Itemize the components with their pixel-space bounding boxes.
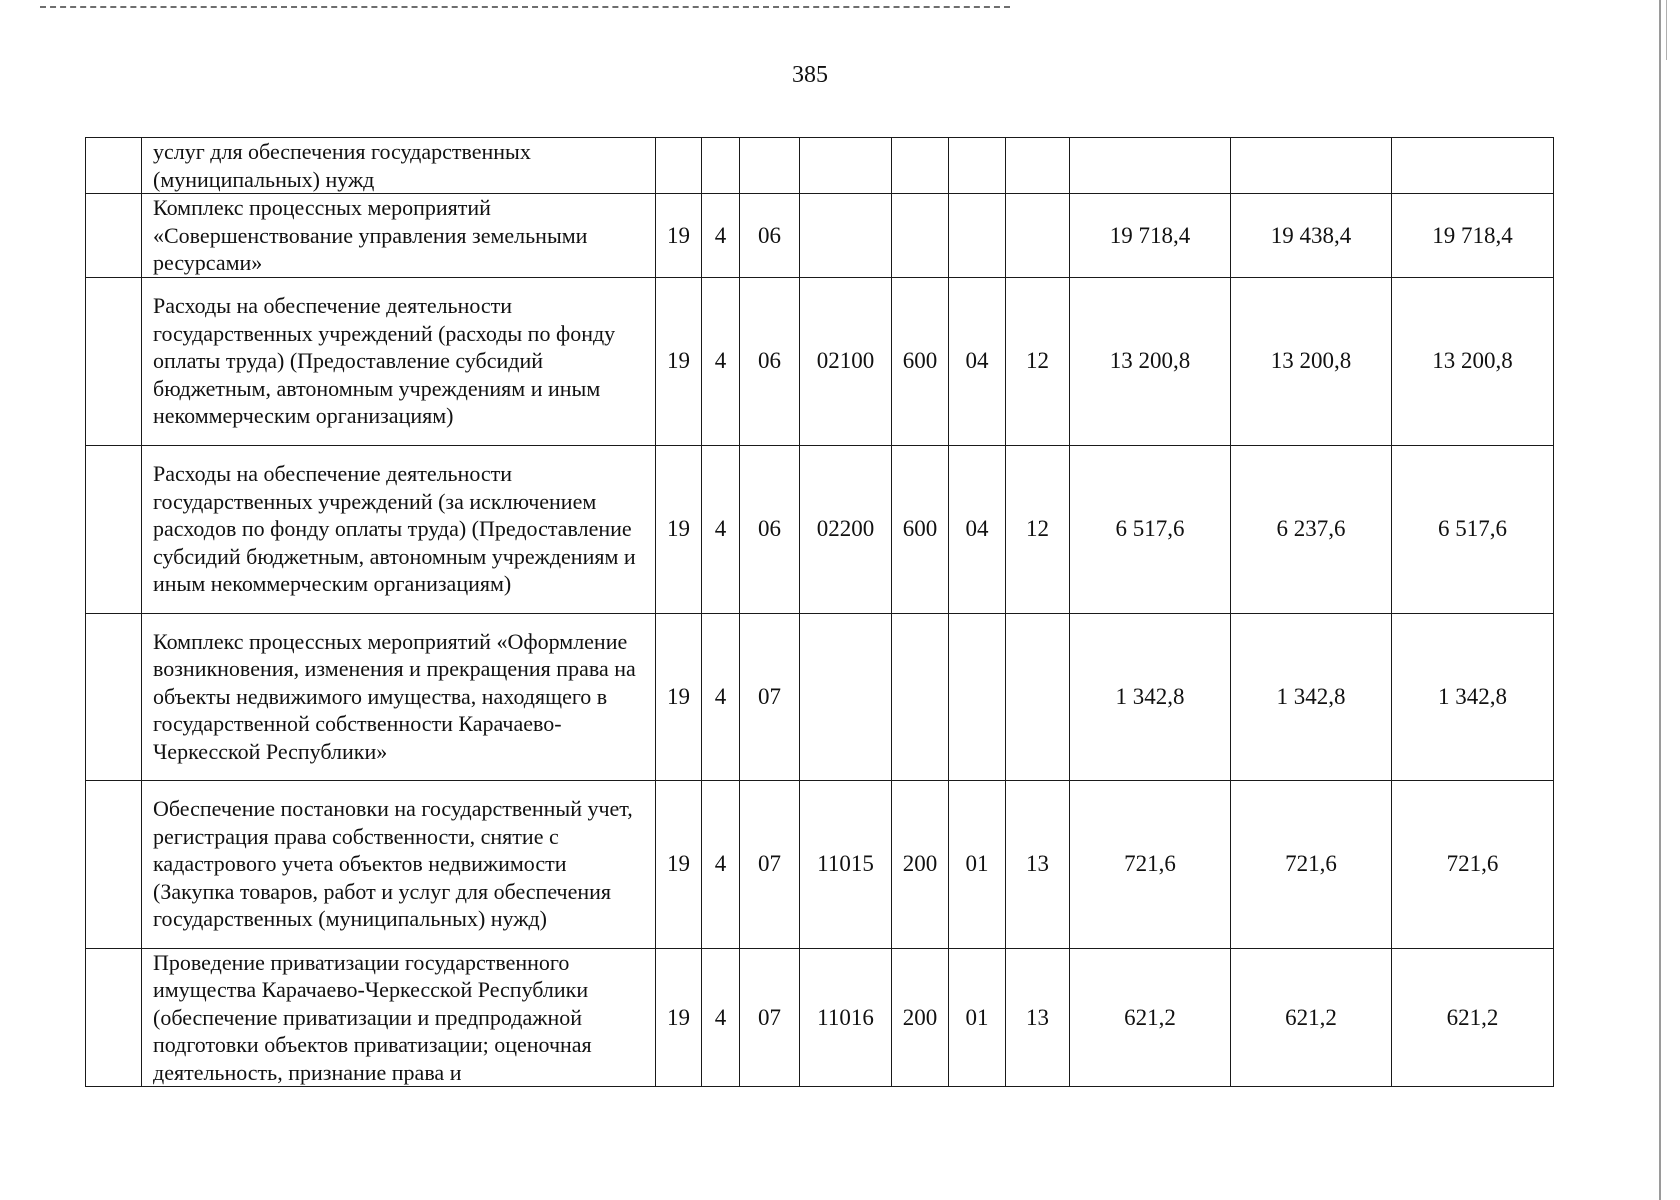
expense-type-cell: 200 (892, 780, 949, 948)
expense-type-cell (892, 138, 949, 194)
subprogram-code-cell: 06 (740, 194, 800, 278)
row-number-cell (86, 277, 142, 445)
table-row (86, 613, 1554, 780)
program-code-cell: 4 (702, 780, 740, 948)
section-cell (949, 138, 1006, 194)
right-scan-rule (1659, 0, 1661, 1200)
description-cell: Проведение приватизации государственного имущества Карачаево-Черкесской Республики (обеспечение приватизации и предпродажной подготовки объектов приватизации; оценочная деятельность, признание права и (142, 948, 656, 1087)
section-cell: 01 (949, 780, 1006, 948)
subsection-cell: 12 (1006, 445, 1070, 613)
expense-type-cell: 600 (892, 277, 949, 445)
program-code-cell: 4 (702, 613, 740, 780)
row-number-cell (86, 948, 142, 1087)
subprogram-code-cell: 06 (740, 277, 800, 445)
amount-year-2-cell: 6 237,6 (1231, 445, 1392, 613)
description-cell: Обеспечение постановки на государственный учет, регистрация права собственности, снятие с кадастрового учета объектов недвижимости (Закупка товаров, работ и услуг для обеспечения государственных (муниципальных) нужд) (142, 780, 656, 948)
target-article-cell (800, 138, 892, 194)
amount-year-1-cell: 6 517,6 (1070, 445, 1231, 613)
amount-year-1-cell: 721,6 (1070, 780, 1231, 948)
amount-year-1-cell: 19 718,4 (1070, 194, 1231, 278)
amount-year-2-cell: 1 342,8 (1231, 613, 1392, 780)
subsection-cell (1006, 194, 1070, 278)
target-article-cell: 11016 (800, 948, 892, 1087)
amount-year-2-cell: 721,6 (1231, 780, 1392, 948)
expense-type-cell (892, 194, 949, 278)
table-row (86, 138, 1554, 194)
row-number-cell (86, 194, 142, 278)
ministry-code-cell: 19 (656, 277, 702, 445)
top-scan-rule (40, 6, 1010, 8)
amount-year-1-cell: 1 342,8 (1070, 613, 1231, 780)
subprogram-code-cell: 06 (740, 445, 800, 613)
program-code-cell: 4 (702, 277, 740, 445)
description-cell: услуг для обеспечения государственных (муниципальных) нужд (142, 138, 656, 194)
section-cell: 04 (949, 277, 1006, 445)
amount-year-2-cell: 19 438,4 (1231, 194, 1392, 278)
target-article-cell: 11015 (800, 780, 892, 948)
target-article-cell: 02200 (800, 445, 892, 613)
right-scan-rule-secondary (1666, 0, 1667, 60)
subsection-cell (1006, 613, 1070, 780)
amount-year-3-cell: 13 200,8 (1392, 277, 1554, 445)
ministry-code-cell: 19 (656, 445, 702, 613)
ministry-code-cell: 19 (656, 194, 702, 278)
expense-type-cell (892, 613, 949, 780)
program-code-cell: 4 (702, 194, 740, 278)
program-code-cell (702, 138, 740, 194)
amount-year-3-cell: 6 517,6 (1392, 445, 1554, 613)
table-row (86, 445, 1554, 613)
budget-table (85, 137, 1554, 1087)
expense-type-cell: 600 (892, 445, 949, 613)
page-number: 385 (792, 62, 828, 88)
amount-year-3-cell: 621,2 (1392, 948, 1554, 1087)
table-row (86, 780, 1554, 948)
subprogram-code-cell: 07 (740, 780, 800, 948)
section-cell: 01 (949, 948, 1006, 1087)
subsection-cell: 12 (1006, 277, 1070, 445)
table-row (86, 948, 1554, 1087)
amount-year-3-cell (1392, 138, 1554, 194)
subsection-cell: 13 (1006, 948, 1070, 1087)
program-code-cell: 4 (702, 445, 740, 613)
description-cell: Комплекс процессных мероприятий «Оформление возникновения, изменения и прекращения права на объекты недвижимого имущества, находящего в государственной собственности Карачаево-Черкесской Республики» (142, 613, 656, 780)
amount-year-3-cell: 19 718,4 (1392, 194, 1554, 278)
row-number-cell (86, 138, 142, 194)
description-cell: Расходы на обеспечение деятельности государственных учреждений (расходы по фонду оплаты труда) (Предоставление субсидий бюджетным, автономным учреждениям и иным некоммерческим организациям) (142, 277, 656, 445)
amount-year-2-cell: 13 200,8 (1231, 277, 1392, 445)
target-article-cell (800, 613, 892, 780)
target-article-cell (800, 194, 892, 278)
subprogram-code-cell: 07 (740, 613, 800, 780)
section-cell (949, 194, 1006, 278)
amount-year-2-cell: 621,2 (1231, 948, 1392, 1087)
target-article-cell: 02100 (800, 277, 892, 445)
ministry-code-cell (656, 138, 702, 194)
amount-year-3-cell: 721,6 (1392, 780, 1554, 948)
table-row (86, 194, 1554, 278)
row-number-cell (86, 780, 142, 948)
subsection-cell: 13 (1006, 780, 1070, 948)
program-code-cell: 4 (702, 948, 740, 1087)
ministry-code-cell: 19 (656, 780, 702, 948)
subprogram-code-cell: 07 (740, 948, 800, 1087)
description-cell: Расходы на обеспечение деятельности государственных учреждений (за исключением расходов по фонду оплаты труда) (Предоставление субсидий бюджетным, автономным учреждениям и иным некоммерческим организациям) (142, 445, 656, 613)
amount-year-1-cell (1070, 138, 1231, 194)
section-cell: 04 (949, 445, 1006, 613)
amount-year-3-cell: 1 342,8 (1392, 613, 1554, 780)
amount-year-2-cell (1231, 138, 1392, 194)
description-cell: Комплекс процессных мероприятий «Совершенствование управления земельными ресурсами» (142, 194, 656, 278)
subprogram-code-cell (740, 138, 800, 194)
ministry-code-cell: 19 (656, 613, 702, 780)
ministry-code-cell: 19 (656, 948, 702, 1087)
subsection-cell (1006, 138, 1070, 194)
table-row (86, 277, 1554, 445)
amount-year-1-cell: 621,2 (1070, 948, 1231, 1087)
row-number-cell (86, 613, 142, 780)
row-number-cell (86, 445, 142, 613)
expense-type-cell: 200 (892, 948, 949, 1087)
amount-year-1-cell: 13 200,8 (1070, 277, 1231, 445)
section-cell (949, 613, 1006, 780)
